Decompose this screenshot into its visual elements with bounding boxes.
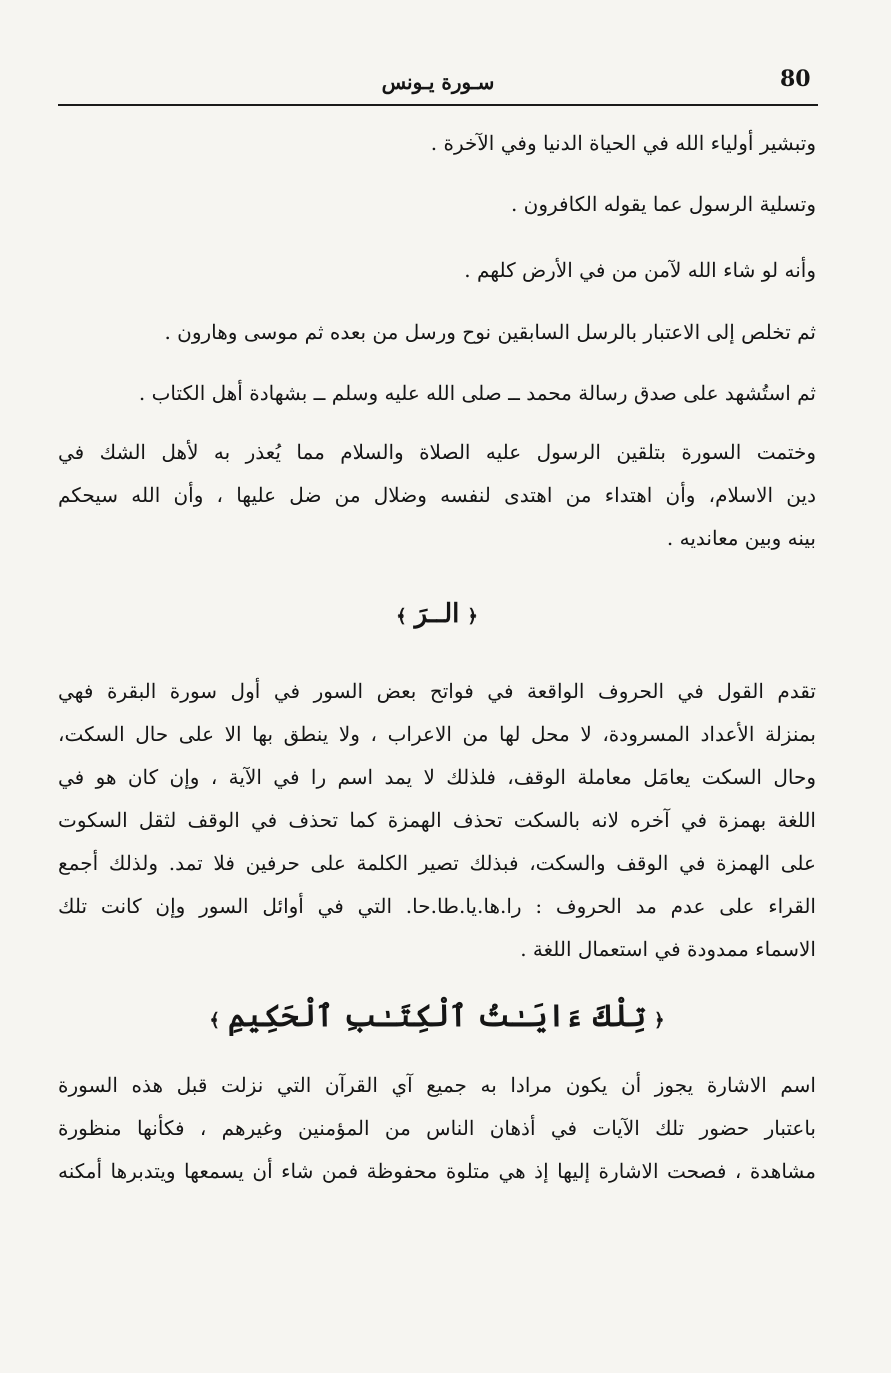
summary-line: وتبشير أولياء الله في الحياة الدنيا وفي الآخرة . <box>430 131 816 155</box>
text-line: بينه وبين معانديه . <box>666 526 816 550</box>
text-line: على الهمزة في الوقف والسكت، فبذلك تصير الكلمة على حرفين فلا تمد. ولذلك أجمع <box>58 851 816 875</box>
text-line: تقدم القول في الحروف الواقعة في فواتح بعض السور في أول سورة البقرة فهي <box>58 679 816 703</box>
ornament-bracket: ﴿ <box>467 606 478 627</box>
heading-text: الــرَ <box>414 599 460 629</box>
summary-line: وأنه لو شاء الله لآمن من في الأرض كلهم . <box>464 258 816 282</box>
paragraph-tilka <box>58 1064 816 1193</box>
summary-line: ثم استُشهد على صدق رسالة محمد ــ صلى الله عليه وسلم ــ بشهادة أهل الكتاب . <box>138 381 816 405</box>
header-rule <box>58 104 818 106</box>
text-line: اللغة بهمزة في آخره لانه بالسكت تحذف الهمزة كما تحذف في الوقف لثقل السكوت <box>58 808 816 832</box>
text-line: اسم الاشارة يجوز أن يكون مرادا به جميع آي القرآن التي نزلت قبل هذه السورة <box>58 1073 816 1097</box>
text-line: باعتبار حضور تلك الآيات في أذهان الناس من المؤمنين وغيرهم ، فكأنها منظورة <box>58 1116 816 1140</box>
ornament-bracket: ﴿ <box>654 1010 665 1031</box>
text-line: بمنزلة الأعداد المسرودة، لا محل لها من الاعراب ، ولا ينطق بها الا على حال السكت، <box>58 722 816 746</box>
text-line: القراء على عدم مد الحروف : را.ها.يا.طا.حا. التي في أوائل السور وإن كانت تلك <box>58 894 816 918</box>
heading-text: تِلْكَ ءَايَـٰتُ ٱلْكِتَـٰبِ ٱلْحَكِيمِ <box>227 999 647 1034</box>
text-line: وحال السكت يعامَل معاملة الوقف، فلذلك لا يمد اسم را في الآية ، وإن كان هو في <box>58 765 816 789</box>
text-line: الاسماء ممدودة في استعمال اللغة . <box>520 937 816 961</box>
text-line: مشاهدة ، فصحت الاشارة إليها إذ هي متلوة محفوظة فمن شاء أن يسمعها ويتدبرها أمكنه <box>58 1159 816 1183</box>
text-line: دين الاسلام، وأن اهتداء من اهتدى لنفسه وضلال من ضل عليها ، وأن الله سيحكم <box>58 483 816 507</box>
text-line: وختمت السورة بتلقين الرسول عليه الصلاة والسلام مما يُعذر به لأهل الشك في <box>58 440 816 464</box>
running-title: سـورة يـونس <box>381 70 495 94</box>
summary-line: ثم تخلص إلى الاعتبار بالرسل السابقين نوح ورسل من بعده ثم موسى وهارون . <box>164 320 816 344</box>
heading-verse <box>58 993 816 1045</box>
heading-alif-lam-ra <box>58 594 816 637</box>
ornament-bracket: ﴾ <box>396 606 407 627</box>
paragraph-alif-lam-ra <box>58 670 816 971</box>
ornament-bracket: ﴾ <box>209 1010 220 1031</box>
closing-paragraph <box>58 431 816 560</box>
summary-line: وتسلية الرسول عما يقوله الكافرون . <box>510 192 816 216</box>
page-number: 80 <box>780 66 811 92</box>
page-header <box>58 58 818 108</box>
